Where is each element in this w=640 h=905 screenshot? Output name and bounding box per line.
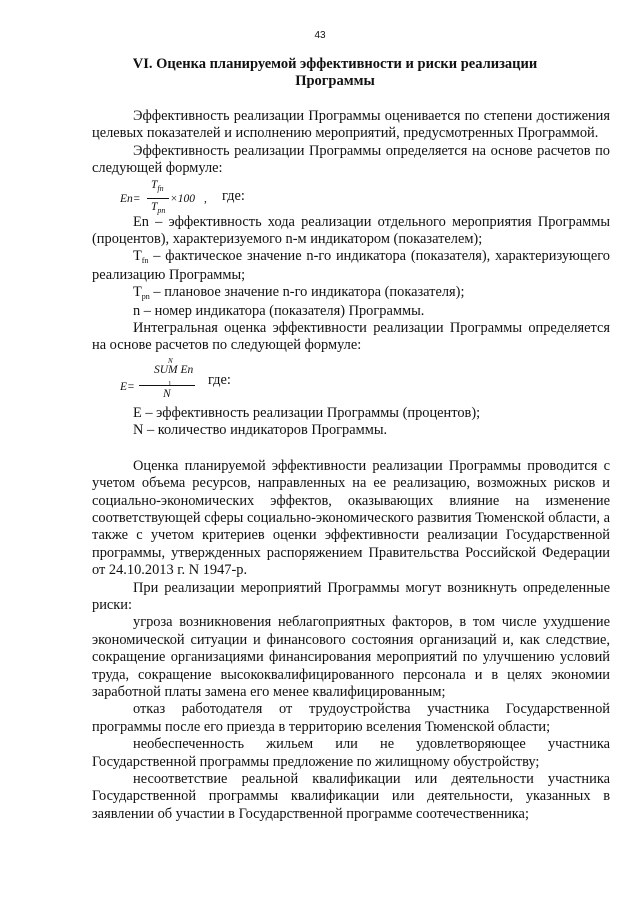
- risk-item: несоответствие реальной квалификации или деятельности участника Государственной программы квалификации или деятельности, указанных в заявлении об участии в Государственной программе соотечественника;: [92, 771, 610, 822]
- paragraph: Оценка планируемой эффективности реализации Программы проводится с учетом объема ресурсов, направленных на ее реализацию, возможных рисков и социально-экономических эффектов, оказывающих влияние на изменение соответствующей сферы социально-экономического развития Тюменской области, а также с учетом критериев оценки эффективности реализации Государственной программы, утвержденных распоряжением Правительства Российской Федерации от 24.10.2013 г. N 1947-р.: [92, 457, 610, 579]
- formula-denominator: $T_{pn}$: [151, 200, 166, 215]
- risk-item: отказ работодателя от трудоустройства участника Государственной программы после его приезда в территорию вселения Тюменской области;: [92, 701, 610, 735]
- paragraph: $T_{fn}$ – фактическое значение n-го индикатора (показателя), характеризующего реализацию Программы;: [92, 248, 610, 283]
- section-heading: [120, 56, 550, 90]
- formula-denominator: N: [163, 387, 171, 400]
- sum-lower-limit: 1: [168, 379, 172, 388]
- document-body: [92, 108, 610, 823]
- heading-line-2: Программы: [295, 73, 375, 89]
- paragraph: E – эффективность реализации Программы (процентов);: [133, 404, 481, 421]
- paragraph: При реализации мероприятий Программы могут возникнуть определенные риски:: [92, 579, 610, 613]
- formula-lhs: En=: [120, 192, 141, 205]
- paragraph: N – количество индикаторов Программы.: [133, 422, 388, 439]
- risk-item: угроза возникновения неблагоприятных факторов, в том числе ухудшение экономической ситуации и финансового состояния организаций и, как следствие, сокращение организациями финансирования мероприятий по улучшению условий труда, сокращение высококвалифицированного персонала и в целях экономии заработной платы замена его менее квалифицированным;: [92, 614, 610, 700]
- paragraph: $T_{pn}$ – плановое значение n-го индикатора (показателя);: [133, 284, 465, 302]
- efficiency-formula: [120, 178, 610, 214]
- risk-item: необеспеченность жильем или не удовлетворяющее участника Государственной программы предложение по жилищному обустройству;: [92, 736, 610, 770]
- heading-line-1: VI. Оценка планируемой эффективности и риски реализации: [132, 56, 538, 72]
- paragraph: n – номер индикатора (показателя) Программы.: [133, 302, 425, 319]
- sum-upper-limit: N: [168, 356, 173, 365]
- integral-formula: [120, 355, 610, 405]
- formula-numerator: $T_{fn}$: [151, 178, 164, 193]
- paragraph: Эффективность реализации Программы оценивается по степени достижения целевых показателей и исполнению мероприятий, предусмотренных Программой.: [92, 108, 610, 142]
- paragraph: Эффективность реализации Программы определяется на основе расчетов по следующей формуле:: [92, 142, 610, 177]
- formula-multiplier: ×100: [170, 192, 196, 205]
- sum-expression: SUM En: [154, 363, 194, 376]
- formula-lhs: E=: [120, 380, 135, 393]
- page-number: 43: [314, 30, 326, 41]
- formula-where: где:: [208, 371, 231, 388]
- formula-where: где:: [222, 187, 245, 204]
- paragraph: En – эффективность хода реализации отдельного мероприятия Программы (процентов), характеризуемого n-м индикатором (показателем);: [92, 213, 610, 248]
- paragraph: Интегральная оценка эффективности реализации Программы определяется на основе расчетов по следующей формуле:: [92, 320, 610, 354]
- formula-comma: ,: [204, 192, 207, 205]
